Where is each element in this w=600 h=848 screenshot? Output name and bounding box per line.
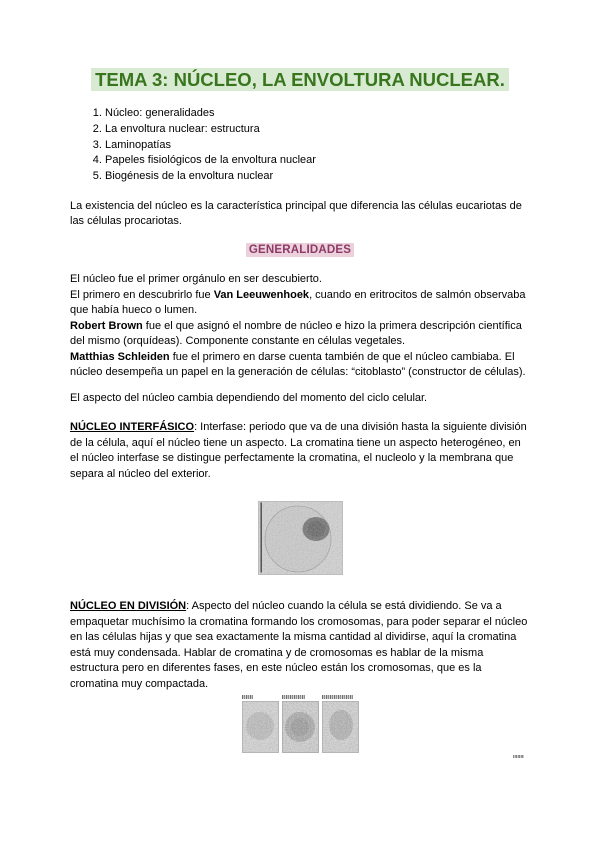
list-item: 2. La envoltura nuclear: estructura xyxy=(105,122,530,138)
paragraph-cycle-note: El aspecto del núcleo cambia dependiendo del momento del ciclo celular. xyxy=(70,391,428,404)
list-item: 3. Laminopatías xyxy=(105,138,530,154)
page-title-text: TEMA 3: NÚCLEO, LA ENVOLTURA NUCLEAR. xyxy=(91,68,509,91)
micrograph-panel-2 xyxy=(282,695,319,753)
text-run-bold-robert-brown: Robert Brown xyxy=(70,319,143,332)
lead-nucleo-interfasico: NÚCLEO INTERFÁSICO xyxy=(70,421,195,434)
lead-nucleo-en-division: NÚCLEO EN DIVISIÓN xyxy=(70,600,187,613)
scale-bar-smudge xyxy=(513,755,524,758)
paragraph-discoverers xyxy=(70,272,530,381)
text-run: fue el que asignó el nombre de núcleo e hizo la primera descripción científica del mismo (orquídeas). Componente constante en células vegetales. xyxy=(70,319,522,348)
topic-outline-list xyxy=(70,106,530,185)
text-run: El núcleo fue el primer orgánulo en ser descubierto. xyxy=(70,273,322,286)
text-run-bold-matthias-schleiden: Matthias Schleiden xyxy=(70,350,170,363)
paragraph-interphase xyxy=(70,420,530,482)
text-run: , cuando en eritrocitos de salmón observaba que había hueco o lumen. xyxy=(70,288,526,317)
list-item: 5. Biogénesis de la envoltura nuclear xyxy=(105,169,530,185)
micrograph-strip xyxy=(242,695,359,753)
dividing-nucleus-micrograph-1 xyxy=(242,701,279,753)
text-run: El primero en descubrirlo fue xyxy=(70,288,214,301)
micrograph-panel-1 xyxy=(242,695,279,753)
figure-dividing-nuclei-strip xyxy=(70,695,530,758)
panel-caption-smudge xyxy=(322,695,353,699)
panel-caption-smudge xyxy=(242,695,253,699)
micrograph-panel-3 xyxy=(322,695,359,753)
dividing-nucleus-micrograph-2 xyxy=(282,701,319,753)
dividing-nucleus-micrograph-3 xyxy=(322,701,359,753)
section-heading-text: GENERALIDADES xyxy=(246,243,354,257)
interphase-nucleus-micrograph-image xyxy=(258,501,343,575)
text-run: fue el primero en darse cuenta también de que el núcleo cambiaba. El núcleo desempeña un papel en la generación de células: “citoblasto” (constructor de células). xyxy=(70,350,526,379)
list-item: 1. Núcleo: generalidades xyxy=(105,106,530,122)
panel-caption-smudge xyxy=(282,695,305,699)
paragraph-intro: La existencia del núcleo es la característica principal que diferencia las células eucariotas de las células procariotas. xyxy=(70,199,522,228)
text-run: : Aspecto del núcleo cuando la célula se está dividiendo. Se va a empaquetar muchísimo la cromatina formando los cromosomas, para poder separar el núcleo en las células hijas y que sea exactamente la misma cantidad al dividirse, aquí la cromatina está muy condensada. Hablar de cromatina y de cromosomas es hablar de la misma estructura pero en diferentes fases, en este núcleo están los cromosomas, que es la cromatina muy compactada. xyxy=(70,600,528,690)
page-title xyxy=(70,68,530,92)
paragraph-division xyxy=(70,599,530,692)
text-run: : Interfase: periodo que va de una división hasta la siguiente división de la célula, aquí el núcleo tiene un aspecto. La cromatina tiene un aspecto heterogéneo, en el núcleo interfase se distingue perfectamente la cromatina, el nucleolo y la membrana que separa al núcleo del exterior. xyxy=(70,421,527,480)
section-heading-generalidades xyxy=(70,243,530,259)
text-run-bold-van-leeuwenhoek: Van Leeuwenhoek xyxy=(213,288,310,301)
figure-interphase-nucleus xyxy=(70,501,530,575)
list-item: 4. Papeles fisiológicos de la envoltura nuclear xyxy=(105,153,530,169)
